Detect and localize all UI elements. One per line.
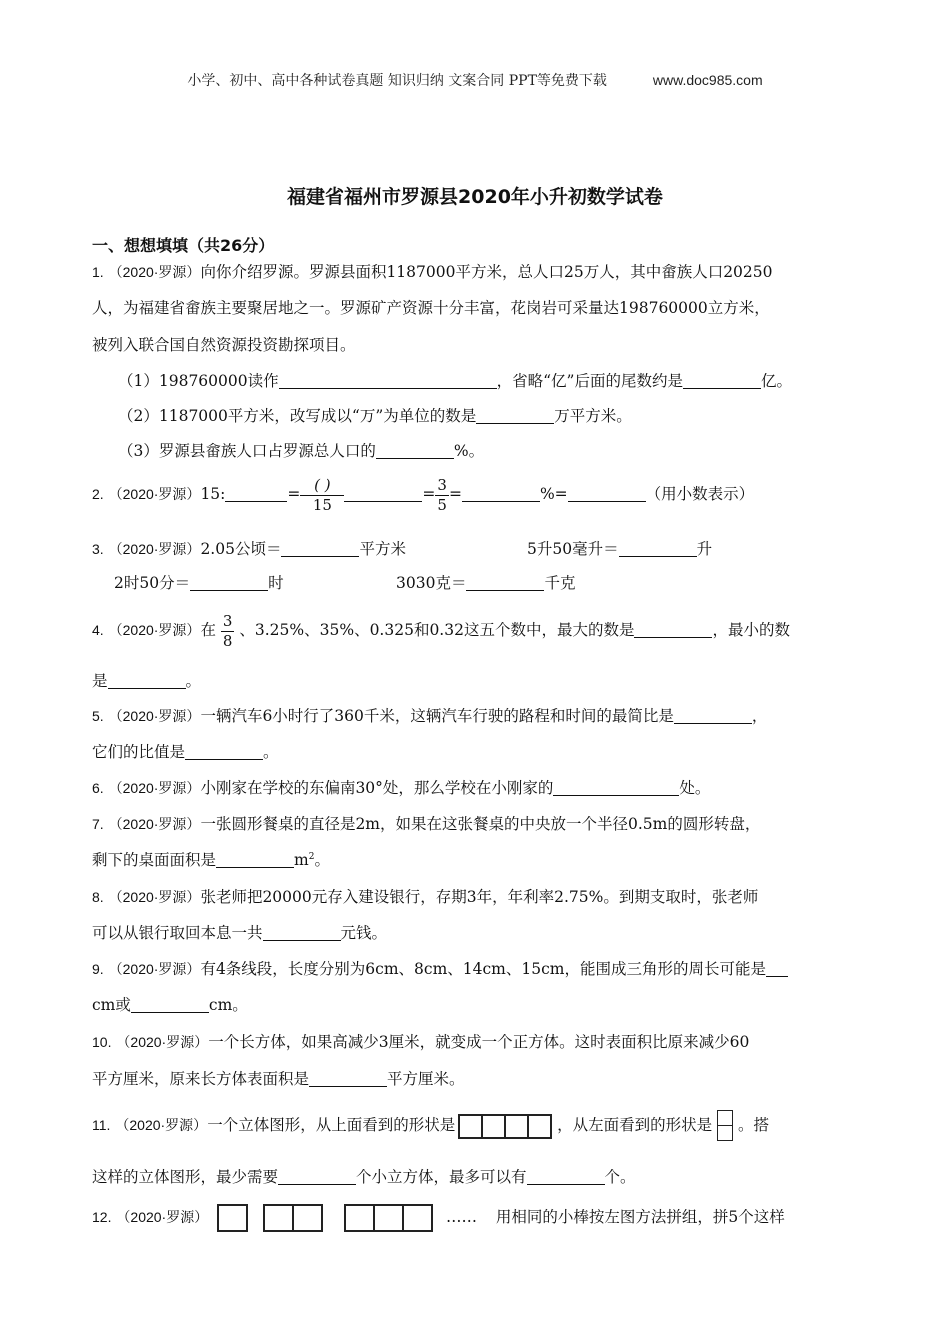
fraction-three-fifths: $\frac{3}{5}$ — [437, 475, 447, 514]
answer-blank[interactable] — [281, 555, 359, 557]
answer-blank[interactable] — [108, 687, 186, 689]
answer-blank[interactable] — [278, 1183, 356, 1185]
header-text: 小学、初中、高中各种试卷真题 知识归纳 文案合同 PPT等免费下载 — [187, 73, 607, 89]
answer-blank[interactable] — [634, 636, 712, 638]
q1-line3: 被列入联合国自然资源投资勘探项目。 — [92, 336, 356, 354]
answer-blank[interactable] — [462, 500, 540, 502]
q3-item4: 3030克＝ 千克 — [396, 574, 576, 592]
answer-blank[interactable] — [225, 500, 287, 502]
header-url[interactable]: www.doc985.com — [652, 72, 763, 88]
answer-blank[interactable] — [131, 1011, 209, 1013]
q12-line1: 12. （2020·罗源） …… 用相同的小棒按左图方法拼组，拼5个这样 — [92, 1200, 785, 1234]
ellipsis: …… — [445, 1208, 477, 1226]
q1-sub1: （1）198760000读作 ，省略“亿”后面的尾数约是 亿。 — [118, 372, 792, 390]
answer-blank[interactable] — [674, 722, 752, 724]
q3-line1: 3. （2020·罗源）2.05公顷＝ 平方米 — [92, 540, 406, 558]
answer-blank[interactable] — [619, 555, 697, 557]
answer-blank[interactable] — [476, 422, 554, 424]
q8-line1: 8. （2020·罗源）张老师把20000元存入建设银行，存期3年，年利率2.75%。到期支取时，张老师 — [92, 888, 759, 906]
q3-item2: 5升50毫升＝ 升 — [527, 540, 713, 558]
q7-line2: 剩下的桌面面积是 $m^2$。 — [92, 851, 330, 869]
answer-blank[interactable] — [766, 975, 788, 977]
q7-line1: 7. （2020·罗源）一张圆形餐桌的直径是2m，如果在这张餐桌的中央放一个半径0.5m的圆形转盘， — [92, 815, 761, 833]
q11-line1: 11. （2020·罗源）一个立体图形，从上面看到的形状是 ，从左面看到的形状是 。搭 — [92, 1108, 769, 1142]
q1-sub2: （2）1187000平方米，改写成以“万”为单位的数是 万平方米。 — [118, 407, 632, 425]
answer-blank[interactable] — [344, 500, 422, 502]
section-heading: 一、想想填填（共26分） — [92, 236, 275, 255]
fraction-three-eighths: $\frac{3}{8}$ — [222, 611, 233, 650]
q2-line: 2. （2020·罗源）15: = $\frac{( )}{15}$ = $\frac{3}{5}$ = %= （用小数表示） — [92, 475, 755, 514]
q5-line2: 它们的比值是 。 — [92, 743, 279, 761]
fraction-blank: $\frac{( )}{15}$ — [300, 476, 344, 515]
answer-blank[interactable] — [309, 1085, 387, 1087]
q8-line2: 可以从银行取回本息一共 元钱。 — [92, 924, 388, 942]
answer-blank[interactable] — [216, 866, 294, 868]
q5-line1: 5. （2020·罗源）一辆汽车6小时行了360千米，这辆汽车行驶的路程和时间的最简比是 ， — [92, 707, 768, 725]
answer-blank[interactable] — [683, 387, 761, 389]
q9-line2: cm或 cm。 — [92, 996, 248, 1014]
q10-line1: 10. （2020·罗源）一个长方体，如果高减少3厘米，就变成一个正方体。这时表面积比原来减少60 — [92, 1033, 750, 1051]
answer-blank[interactable] — [568, 500, 646, 502]
left-view-figure — [717, 1112, 733, 1141]
q10-line2: 平方厘米，原来长方体表面积是 平方厘米。 — [92, 1070, 465, 1088]
top-view-figure — [460, 1114, 552, 1139]
q6-line: 6. （2020·罗源）小刚家在学校的东偏南30°处，那么学校在小刚家的 处。 — [92, 779, 711, 797]
page-header — [0, 70, 950, 90]
q4-line2: 是 。 — [92, 672, 202, 690]
q3-item3: 2时50分＝ 时 — [114, 574, 284, 592]
q1-sub3: （3）罗源县畲族人口占罗源总人口的 %。 — [118, 442, 485, 460]
stick-figure-2 — [265, 1204, 323, 1232]
q1-line2: 人，为福建省畲族主要聚居地之一。罗源矿产资源十分丰富，花岗岩可采量达198760000立方米， — [92, 299, 770, 317]
answer-blank[interactable] — [376, 457, 454, 459]
q1-line1: 1. （2020·罗源）向你介绍罗源。罗源县面积1187000平方米，总人口25万人，其中畲族人口20250 — [92, 263, 773, 281]
page-title: 福建省福州市罗源县2020年小升初数学试卷 — [287, 186, 663, 208]
stick-figure-1 — [219, 1204, 248, 1232]
q11-line2: 这样的立体图形，最少需要 个小立方体，最多可以有 个。 — [92, 1168, 636, 1186]
answer-blank[interactable] — [279, 387, 497, 389]
q4-line1: 4. （2020·罗源）在 $\frac{3}{8}$ 、3.25%、35%、0.325和0.32这五个数中，最大的数是 ，最小的数 — [92, 611, 790, 650]
answer-blank[interactable] — [190, 589, 268, 591]
answer-blank[interactable] — [466, 589, 544, 591]
q9-line1: 9. （2020·罗源）有4条线段，长度分别为6cm、8cm、14cm、15cm，能围成三角形的周长可能是 — [92, 957, 788, 979]
answer-blank[interactable] — [185, 758, 263, 760]
answer-blank[interactable] — [553, 794, 679, 796]
stick-figure-3 — [346, 1204, 433, 1232]
answer-blank[interactable] — [263, 939, 341, 941]
answer-blank[interactable] — [527, 1183, 605, 1185]
